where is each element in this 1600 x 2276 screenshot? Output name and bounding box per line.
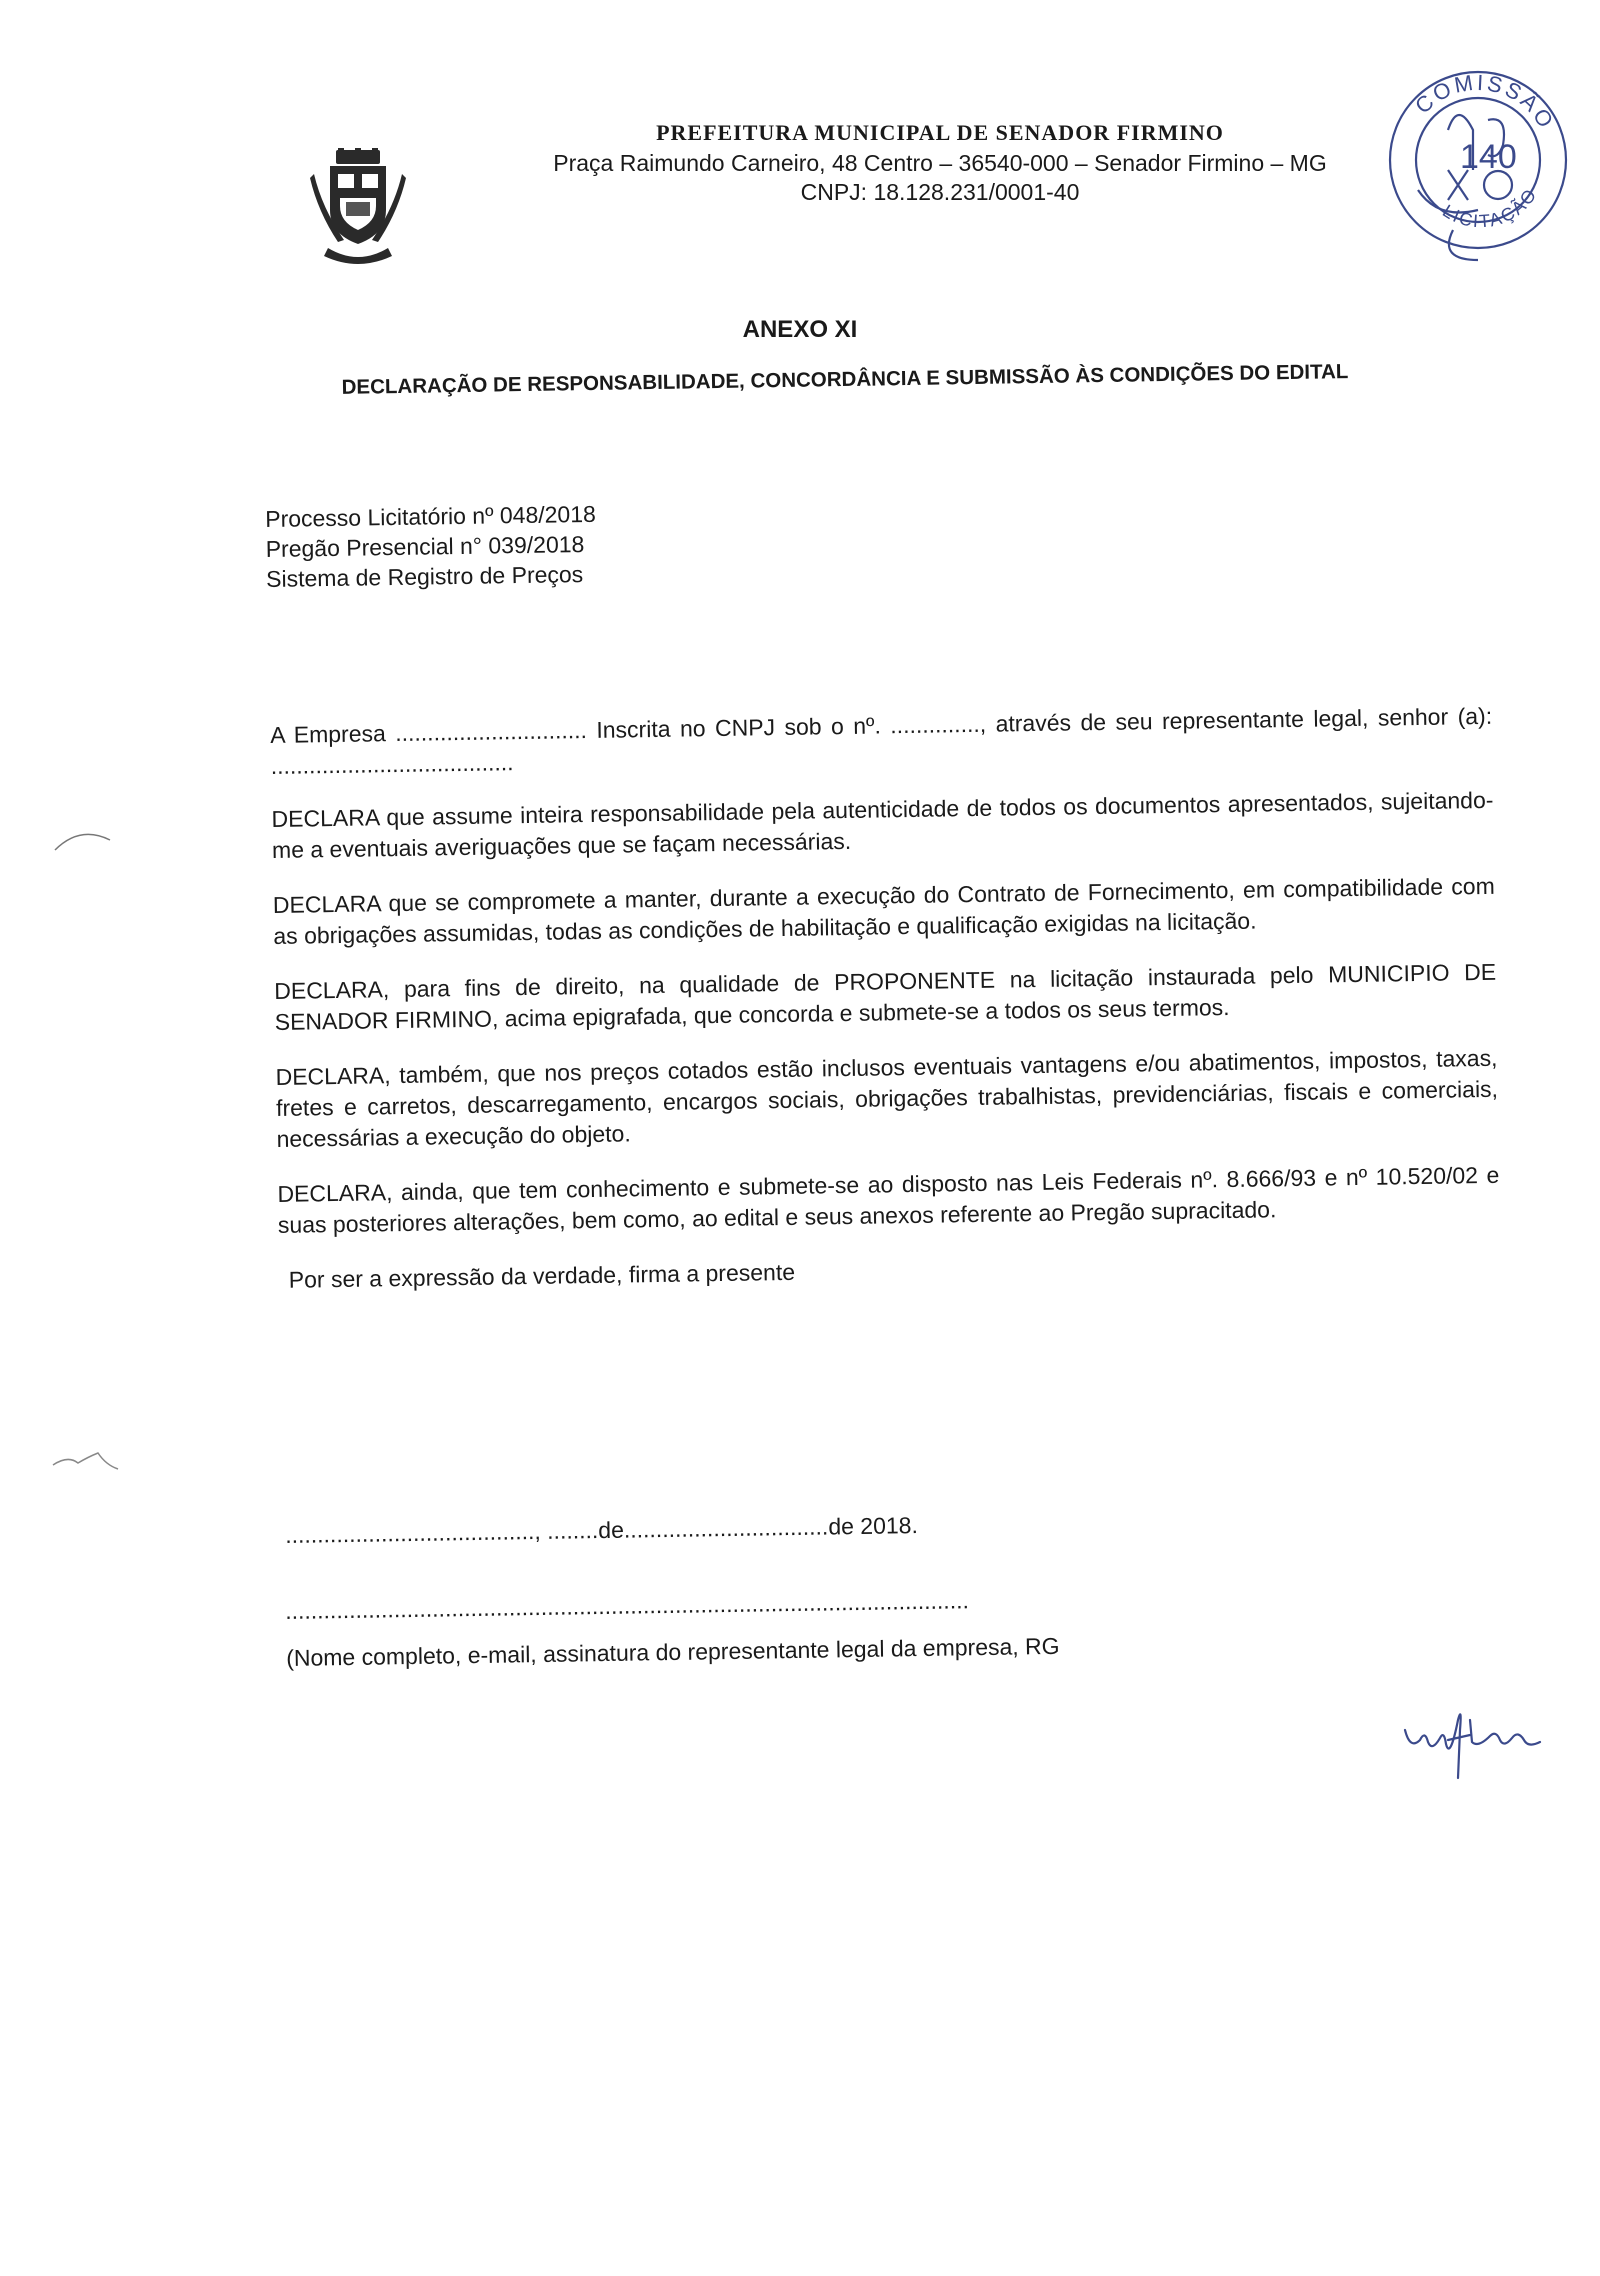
organization-name: PREFEITURA MUNICIPAL DE SENADOR FIRMINO xyxy=(656,120,1224,145)
date-field: ......................................., ........de................................de 2018. xyxy=(285,1512,919,1548)
process-info xyxy=(265,499,597,594)
stamp-top-text: COMISSÃO xyxy=(1410,69,1560,135)
margin-pen-mark xyxy=(50,820,120,860)
organization-address: Praça Raimundo Carneiro, 48 Centro – 36540-000 – Senador Firmino – MG xyxy=(553,150,1327,176)
declaration-prices: DECLARA, também, que nos preços cotados estão inclusos eventuais vantagens e/ou abatimentos, impostos, taxas, fretes e carretos, descarregamento, encargos sociais, obrigações trabalhistas, previdenciárias, fiscais e comerciais, necessárias a execução do objeto. xyxy=(275,1044,1499,1152)
letterhead xyxy=(490,120,1390,206)
company-identification: A Empresa .............................. Inscrita no CNPJ sob o nº. .............., através de seu representante legal, senhor (a): ...................................... xyxy=(270,702,1493,779)
margin-pen-mark xyxy=(48,1445,128,1475)
svg-text:COMISSÃO xyxy=(1410,69,1560,134)
declaration-laws: DECLARA, ainda, que tem conhecimento e submete-se ao disposto nas Leis Federais nº. 8.666/93 e nº 10.520/02 e suas posteriores alterações, bem como, ao edital e seus anexos referente ao Pregão supracitado. xyxy=(277,1161,1500,1238)
signature-line: ........................................................................................................... xyxy=(285,1587,970,1624)
closing-statement: Por ser a expressão da verdade, firma a presente xyxy=(288,1258,796,1293)
stamp-number: 140 xyxy=(1460,138,1517,176)
price-registry-system: Sistema de Registro de Preços xyxy=(265,561,584,592)
handwritten-initials xyxy=(1400,1700,1600,1780)
auction-number: Pregão Presencial n° 039/2018 xyxy=(265,530,585,562)
document-subtitle: DECLARAÇÃO DE RESPONSABILIDADE, CONCORDÂNCIA E SUBMISSÃO ÀS CONDIÇÕES DO EDITAL xyxy=(341,360,1349,399)
declaration-agreement: DECLARA, para fins de direito, na qualidade de PROPONENTE na licitação instaurada pelo MUNICIPIO DE SENADOR FIRMINO, acima epigrafada, que concorda e submete-se a todos os seus termos. xyxy=(274,958,1497,1035)
organization-cnpj: CNPJ: 18.128.231/0001-40 xyxy=(800,179,1080,205)
signature-instructions: (Nome completo, e-mail, assinatura do representante legal da empresa, RG xyxy=(286,1632,1060,1671)
commission-stamp xyxy=(1378,60,1568,270)
stamp-bottom-text: LICITAÇÃO xyxy=(1439,184,1542,232)
declaration-qualification: DECLARA que se compromete a manter, durante a execução do Contrato de Fornecimento, em compatibilidade com as obrigações assumidas, todas as condições de habilitação e qualificação exigidas na licitação. xyxy=(272,872,1495,949)
municipal-coat-of-arms xyxy=(308,148,408,266)
annex-title: ANEXO XI xyxy=(742,316,858,343)
process-number: Processo Licitatório nº 048/2018 xyxy=(265,500,597,532)
declaration-body xyxy=(270,701,1501,1320)
declaration-authenticity: DECLARA que assume inteira responsabilidade pela autenticidade de todos os documentos apresentados, sujeitando-me a eventuais averiguações que se façam necessárias. xyxy=(271,786,1494,863)
